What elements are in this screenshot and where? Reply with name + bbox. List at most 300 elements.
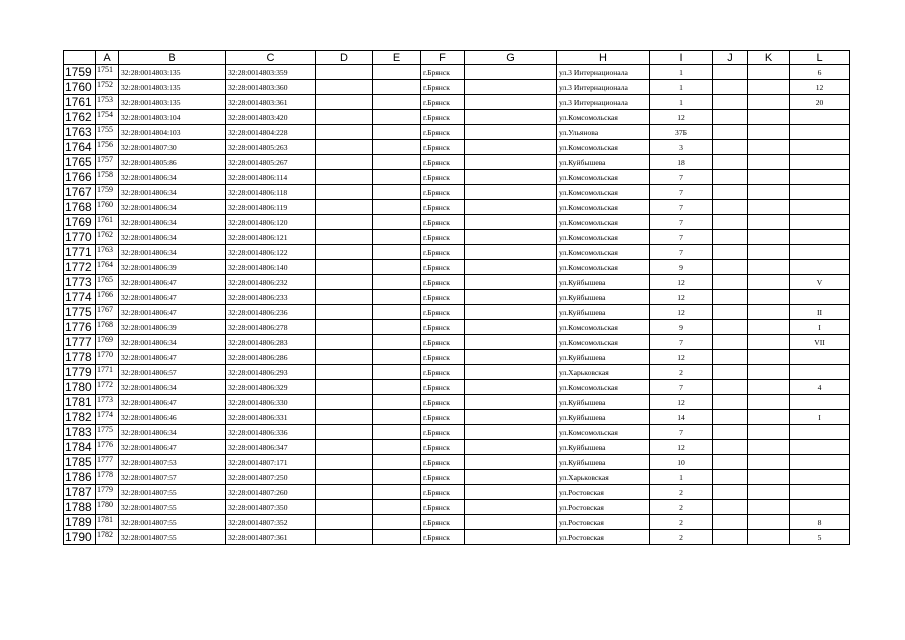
cell-i[interactable]: 7 [650, 335, 713, 350]
cell-g[interactable] [465, 485, 557, 500]
cell-b[interactable]: 32:28:0014803:135 [119, 80, 226, 95]
row-number[interactable]: 1783 [64, 425, 96, 440]
cell-d[interactable] [316, 200, 373, 215]
cell-a[interactable]: 1778 [96, 470, 119, 485]
cell-k[interactable] [748, 335, 790, 350]
cell-i[interactable]: 2 [650, 515, 713, 530]
cell-l[interactable] [790, 140, 850, 155]
row-number[interactable]: 1789 [64, 515, 96, 530]
cell-i[interactable]: 12 [650, 395, 713, 410]
cell-a[interactable]: 1776 [96, 440, 119, 455]
column-header-d[interactable]: D [316, 51, 373, 65]
cell-e[interactable] [373, 185, 421, 200]
cell-d[interactable] [316, 230, 373, 245]
cell-g[interactable] [465, 290, 557, 305]
cell-a[interactable]: 1777 [96, 455, 119, 470]
cell-b[interactable]: 32:28:0014806:47 [119, 395, 226, 410]
cell-k[interactable] [748, 425, 790, 440]
cell-d[interactable] [316, 185, 373, 200]
cell-a[interactable]: 1762 [96, 230, 119, 245]
cell-c[interactable]: 32:28:0014806:329 [226, 380, 316, 395]
cell-h[interactable]: ул.Харьковская [557, 470, 650, 485]
cell-h[interactable]: ул.Комсомольская [557, 170, 650, 185]
cell-e[interactable] [373, 290, 421, 305]
cell-k[interactable] [748, 500, 790, 515]
cell-b[interactable]: 32:28:0014806:34 [119, 170, 226, 185]
cell-e[interactable] [373, 530, 421, 545]
cell-k[interactable] [748, 515, 790, 530]
cell-c[interactable]: 32:28:0014806:233 [226, 290, 316, 305]
row-number[interactable]: 1771 [64, 245, 96, 260]
cell-j[interactable] [713, 320, 748, 335]
cell-k[interactable] [748, 380, 790, 395]
cell-i[interactable]: 10 [650, 455, 713, 470]
cell-g[interactable] [465, 95, 557, 110]
cell-l[interactable] [790, 440, 850, 455]
row-number[interactable]: 1770 [64, 230, 96, 245]
cell-a[interactable]: 1751 [96, 65, 119, 80]
cell-f[interactable]: г.Брянск [421, 515, 465, 530]
cell-j[interactable] [713, 95, 748, 110]
cell-f[interactable]: г.Брянск [421, 65, 465, 80]
cell-h[interactable]: ул.Комсомольская [557, 320, 650, 335]
cell-g[interactable] [465, 305, 557, 320]
cell-l[interactable] [790, 215, 850, 230]
cell-d[interactable] [316, 65, 373, 80]
cell-d[interactable] [316, 410, 373, 425]
corner-cell[interactable] [64, 51, 96, 65]
cell-a[interactable]: 1765 [96, 275, 119, 290]
cell-l[interactable]: VII [790, 335, 850, 350]
cell-j[interactable] [713, 455, 748, 470]
cell-k[interactable] [748, 65, 790, 80]
cell-j[interactable] [713, 260, 748, 275]
cell-a[interactable]: 1774 [96, 410, 119, 425]
cell-h[interactable]: ул.Комсомольская [557, 425, 650, 440]
cell-c[interactable]: 32:28:0014803:360 [226, 80, 316, 95]
cell-c[interactable]: 32:28:0014806:283 [226, 335, 316, 350]
cell-j[interactable] [713, 350, 748, 365]
cell-j[interactable] [713, 170, 748, 185]
cell-g[interactable] [465, 140, 557, 155]
cell-l[interactable] [790, 425, 850, 440]
cell-l[interactable]: 20 [790, 95, 850, 110]
cell-b[interactable]: 32:28:0014804:103 [119, 125, 226, 140]
cell-k[interactable] [748, 185, 790, 200]
cell-h[interactable]: ул.Ростовская [557, 485, 650, 500]
cell-e[interactable] [373, 440, 421, 455]
cell-j[interactable] [713, 110, 748, 125]
cell-j[interactable] [713, 305, 748, 320]
cell-f[interactable]: г.Брянск [421, 275, 465, 290]
cell-b[interactable]: 32:28:0014807:55 [119, 485, 226, 500]
cell-d[interactable] [316, 335, 373, 350]
cell-k[interactable] [748, 290, 790, 305]
cell-g[interactable] [465, 335, 557, 350]
cell-i[interactable]: 12 [650, 110, 713, 125]
cell-h[interactable]: ул.Комсомольская [557, 380, 650, 395]
cell-l[interactable] [790, 455, 850, 470]
cell-i[interactable]: 2 [650, 500, 713, 515]
cell-e[interactable] [373, 170, 421, 185]
cell-g[interactable] [465, 230, 557, 245]
cell-i[interactable]: 9 [650, 320, 713, 335]
cell-i[interactable]: 7 [650, 170, 713, 185]
cell-l[interactable] [790, 110, 850, 125]
cell-i[interactable]: 12 [650, 275, 713, 290]
cell-g[interactable] [465, 530, 557, 545]
cell-c[interactable]: 32:28:0014807:350 [226, 500, 316, 515]
cell-k[interactable] [748, 95, 790, 110]
row-number[interactable]: 1760 [64, 80, 96, 95]
cell-l[interactable]: I [790, 320, 850, 335]
cell-d[interactable] [316, 155, 373, 170]
cell-d[interactable] [316, 215, 373, 230]
cell-c[interactable]: 32:28:0014803:361 [226, 95, 316, 110]
cell-i[interactable]: 12 [650, 305, 713, 320]
column-header-f[interactable]: F [421, 51, 465, 65]
cell-c[interactable]: 32:28:0014806:331 [226, 410, 316, 425]
cell-e[interactable] [373, 380, 421, 395]
cell-b[interactable]: 32:28:0014806:47 [119, 440, 226, 455]
cell-a[interactable]: 1772 [96, 380, 119, 395]
cell-i[interactable]: 3 [650, 140, 713, 155]
cell-b[interactable]: 32:28:0014807:53 [119, 455, 226, 470]
cell-b[interactable]: 32:28:0014806:39 [119, 260, 226, 275]
cell-d[interactable] [316, 245, 373, 260]
cell-a[interactable]: 1767 [96, 305, 119, 320]
cell-d[interactable] [316, 260, 373, 275]
cell-i[interactable]: 7 [650, 245, 713, 260]
cell-c[interactable]: 32:28:0014803:359 [226, 65, 316, 80]
cell-h[interactable]: ул.Комсомольская [557, 200, 650, 215]
cell-l[interactable] [790, 500, 850, 515]
cell-j[interactable] [713, 245, 748, 260]
cell-l[interactable]: 6 [790, 65, 850, 80]
row-number[interactable]: 1788 [64, 500, 96, 515]
cell-f[interactable]: г.Брянск [421, 305, 465, 320]
row-number[interactable]: 1772 [64, 260, 96, 275]
cell-k[interactable] [748, 125, 790, 140]
cell-j[interactable] [713, 440, 748, 455]
cell-b[interactable]: 32:28:0014807:55 [119, 515, 226, 530]
cell-b[interactable]: 32:28:0014807:55 [119, 530, 226, 545]
cell-i[interactable]: 12 [650, 290, 713, 305]
cell-a[interactable]: 1757 [96, 155, 119, 170]
cell-i[interactable]: 7 [650, 380, 713, 395]
cell-e[interactable] [373, 305, 421, 320]
cell-h[interactable]: ул.3 Интернационала [557, 80, 650, 95]
cell-k[interactable] [748, 395, 790, 410]
cell-f[interactable]: г.Брянск [421, 290, 465, 305]
cell-a[interactable]: 1755 [96, 125, 119, 140]
cell-i[interactable]: 18 [650, 155, 713, 170]
cell-c[interactable]: 32:28:0014807:250 [226, 470, 316, 485]
cell-h[interactable]: ул.Комсомольская [557, 140, 650, 155]
row-number[interactable]: 1784 [64, 440, 96, 455]
cell-h[interactable]: ул.3 Интернационала [557, 95, 650, 110]
column-header-j[interactable]: J [713, 51, 748, 65]
cell-j[interactable] [713, 185, 748, 200]
cell-e[interactable] [373, 365, 421, 380]
cell-a[interactable]: 1752 [96, 80, 119, 95]
column-header-e[interactable]: E [373, 51, 421, 65]
cell-e[interactable] [373, 230, 421, 245]
cell-a[interactable]: 1760 [96, 200, 119, 215]
cell-l[interactable] [790, 155, 850, 170]
column-header-a[interactable]: A [96, 51, 119, 65]
cell-a[interactable]: 1759 [96, 185, 119, 200]
row-number[interactable]: 1763 [64, 125, 96, 140]
cell-d[interactable] [316, 395, 373, 410]
cell-h[interactable]: ул.Куйбышева [557, 455, 650, 470]
cell-l[interactable] [790, 290, 850, 305]
cell-d[interactable] [316, 470, 373, 485]
cell-a[interactable]: 1754 [96, 110, 119, 125]
cell-f[interactable]: г.Брянск [421, 260, 465, 275]
cell-h[interactable]: ул.Куйбышева [557, 410, 650, 425]
cell-d[interactable] [316, 320, 373, 335]
row-number[interactable]: 1790 [64, 530, 96, 545]
cell-i[interactable]: 2 [650, 365, 713, 380]
cell-i[interactable]: 9 [650, 260, 713, 275]
cell-k[interactable] [748, 155, 790, 170]
cell-l[interactable]: 12 [790, 80, 850, 95]
column-header-h[interactable]: H [557, 51, 650, 65]
row-number[interactable]: 1764 [64, 140, 96, 155]
cell-d[interactable] [316, 515, 373, 530]
row-number[interactable]: 1766 [64, 170, 96, 185]
cell-i[interactable]: 1 [650, 80, 713, 95]
row-number[interactable]: 1762 [64, 110, 96, 125]
cell-e[interactable] [373, 215, 421, 230]
cell-d[interactable] [316, 275, 373, 290]
cell-b[interactable]: 32:28:0014806:34 [119, 230, 226, 245]
cell-e[interactable] [373, 395, 421, 410]
cell-b[interactable]: 32:28:0014806:34 [119, 215, 226, 230]
cell-f[interactable]: г.Брянск [421, 485, 465, 500]
cell-e[interactable] [373, 110, 421, 125]
cell-i[interactable]: 7 [650, 230, 713, 245]
cell-g[interactable] [465, 395, 557, 410]
cell-l[interactable] [790, 125, 850, 140]
cell-b[interactable]: 32:28:0014803:104 [119, 110, 226, 125]
cell-d[interactable] [316, 380, 373, 395]
cell-d[interactable] [316, 290, 373, 305]
cell-f[interactable]: г.Брянск [421, 230, 465, 245]
cell-d[interactable] [316, 350, 373, 365]
cell-d[interactable] [316, 365, 373, 380]
cell-d[interactable] [316, 530, 373, 545]
cell-b[interactable]: 32:28:0014806:34 [119, 380, 226, 395]
cell-f[interactable]: г.Брянск [421, 95, 465, 110]
cell-a[interactable]: 1769 [96, 335, 119, 350]
row-number[interactable]: 1781 [64, 395, 96, 410]
cell-h[interactable]: ул.Комсомольская [557, 245, 650, 260]
cell-b[interactable]: 32:28:0014805:86 [119, 155, 226, 170]
cell-b[interactable]: 32:28:0014806:34 [119, 245, 226, 260]
cell-j[interactable] [713, 140, 748, 155]
cell-k[interactable] [748, 140, 790, 155]
cell-c[interactable]: 32:28:0014806:278 [226, 320, 316, 335]
cell-g[interactable] [465, 515, 557, 530]
cell-f[interactable]: г.Брянск [421, 320, 465, 335]
cell-i[interactable]: 37Б [650, 125, 713, 140]
cell-e[interactable] [373, 80, 421, 95]
cell-j[interactable] [713, 530, 748, 545]
cell-h[interactable]: ул.Ульянова [557, 125, 650, 140]
cell-d[interactable] [316, 425, 373, 440]
cell-j[interactable] [713, 410, 748, 425]
cell-g[interactable] [465, 500, 557, 515]
cell-e[interactable] [373, 455, 421, 470]
cell-l[interactable] [790, 395, 850, 410]
cell-k[interactable] [748, 485, 790, 500]
cell-b[interactable]: 32:28:0014807:30 [119, 140, 226, 155]
cell-b[interactable]: 32:28:0014806:34 [119, 185, 226, 200]
cell-a[interactable]: 1775 [96, 425, 119, 440]
cell-b[interactable]: 32:28:0014806:34 [119, 200, 226, 215]
cell-e[interactable] [373, 320, 421, 335]
cell-e[interactable] [373, 485, 421, 500]
cell-k[interactable] [748, 230, 790, 245]
cell-h[interactable]: ул.Куйбышева [557, 155, 650, 170]
cell-e[interactable] [373, 470, 421, 485]
cell-k[interactable] [748, 275, 790, 290]
cell-c[interactable]: 32:28:0014807:361 [226, 530, 316, 545]
cell-f[interactable]: г.Брянск [421, 80, 465, 95]
cell-a[interactable]: 1756 [96, 140, 119, 155]
cell-h[interactable]: ул.Ростовская [557, 515, 650, 530]
cell-k[interactable] [748, 200, 790, 215]
cell-c[interactable]: 32:28:0014806:336 [226, 425, 316, 440]
cell-j[interactable] [713, 155, 748, 170]
cell-e[interactable] [373, 140, 421, 155]
cell-j[interactable] [713, 485, 748, 500]
cell-h[interactable]: ул.Куйбышева [557, 275, 650, 290]
row-number[interactable]: 1787 [64, 485, 96, 500]
cell-i[interactable]: 1 [650, 95, 713, 110]
cell-d[interactable] [316, 80, 373, 95]
cell-l[interactable] [790, 260, 850, 275]
column-header-l[interactable]: L [790, 51, 850, 65]
cell-c[interactable]: 32:28:0014807:352 [226, 515, 316, 530]
cell-c[interactable]: 32:28:0014806:122 [226, 245, 316, 260]
cell-k[interactable] [748, 260, 790, 275]
cell-e[interactable] [373, 410, 421, 425]
cell-a[interactable]: 1753 [96, 95, 119, 110]
cell-j[interactable] [713, 290, 748, 305]
cell-c[interactable]: 32:28:0014806:114 [226, 170, 316, 185]
cell-l[interactable] [790, 200, 850, 215]
cell-d[interactable] [316, 305, 373, 320]
cell-l[interactable] [790, 230, 850, 245]
cell-g[interactable] [465, 470, 557, 485]
cell-j[interactable] [713, 395, 748, 410]
cell-f[interactable]: г.Брянск [421, 455, 465, 470]
cell-d[interactable] [316, 170, 373, 185]
cell-a[interactable]: 1758 [96, 170, 119, 185]
cell-c[interactable]: 32:28:0014806:347 [226, 440, 316, 455]
cell-d[interactable] [316, 500, 373, 515]
cell-g[interactable] [465, 275, 557, 290]
cell-i[interactable]: 12 [650, 440, 713, 455]
cell-g[interactable] [465, 245, 557, 260]
cell-l[interactable] [790, 185, 850, 200]
cell-c[interactable]: 32:28:0014806:119 [226, 200, 316, 215]
cell-k[interactable] [748, 215, 790, 230]
cell-b[interactable]: 32:28:0014806:47 [119, 275, 226, 290]
row-number[interactable]: 1776 [64, 320, 96, 335]
cell-k[interactable] [748, 80, 790, 95]
row-number[interactable]: 1777 [64, 335, 96, 350]
cell-c[interactable]: 32:28:0014807:171 [226, 455, 316, 470]
cell-k[interactable] [748, 110, 790, 125]
column-header-k[interactable]: K [748, 51, 790, 65]
cell-d[interactable] [316, 455, 373, 470]
cell-b[interactable]: 32:28:0014807:55 [119, 500, 226, 515]
cell-i[interactable]: 2 [650, 485, 713, 500]
cell-b[interactable]: 32:28:0014806:34 [119, 425, 226, 440]
cell-c[interactable]: 32:28:0014803:420 [226, 110, 316, 125]
cell-g[interactable] [465, 440, 557, 455]
cell-l[interactable]: 4 [790, 380, 850, 395]
column-header-b[interactable]: B [119, 51, 226, 65]
row-number[interactable]: 1782 [64, 410, 96, 425]
cell-b[interactable]: 32:28:0014806:34 [119, 335, 226, 350]
cell-g[interactable] [465, 365, 557, 380]
cell-g[interactable] [465, 215, 557, 230]
cell-j[interactable] [713, 125, 748, 140]
cell-l[interactable]: 8 [790, 515, 850, 530]
cell-c[interactable]: 32:28:0014807:260 [226, 485, 316, 500]
column-header-g[interactable]: G [465, 51, 557, 65]
cell-f[interactable]: г.Брянск [421, 140, 465, 155]
cell-g[interactable] [465, 320, 557, 335]
cell-g[interactable] [465, 260, 557, 275]
cell-d[interactable] [316, 125, 373, 140]
row-number[interactable]: 1759 [64, 65, 96, 80]
cell-a[interactable]: 1770 [96, 350, 119, 365]
cell-i[interactable]: 7 [650, 200, 713, 215]
cell-e[interactable] [373, 335, 421, 350]
cell-e[interactable] [373, 125, 421, 140]
cell-k[interactable] [748, 350, 790, 365]
cell-f[interactable]: г.Брянск [421, 395, 465, 410]
cell-g[interactable] [465, 125, 557, 140]
cell-c[interactable]: 32:28:0014805:263 [226, 140, 316, 155]
cell-h[interactable]: ул.Харьковская [557, 365, 650, 380]
row-number[interactable]: 1786 [64, 470, 96, 485]
cell-c[interactable]: 32:28:0014806:232 [226, 275, 316, 290]
cell-f[interactable]: г.Брянск [421, 200, 465, 215]
cell-a[interactable]: 1781 [96, 515, 119, 530]
cell-e[interactable] [373, 260, 421, 275]
cell-k[interactable] [748, 470, 790, 485]
cell-f[interactable]: г.Брянск [421, 440, 465, 455]
cell-e[interactable] [373, 515, 421, 530]
cell-k[interactable] [748, 320, 790, 335]
cell-e[interactable] [373, 65, 421, 80]
cell-e[interactable] [373, 500, 421, 515]
cell-f[interactable]: г.Брянск [421, 155, 465, 170]
cell-h[interactable]: ул.Куйбышева [557, 290, 650, 305]
cell-c[interactable]: 32:28:0014806:293 [226, 365, 316, 380]
row-number[interactable]: 1768 [64, 200, 96, 215]
cell-h[interactable]: ул.Комсомольская [557, 230, 650, 245]
cell-d[interactable] [316, 440, 373, 455]
cell-j[interactable] [713, 425, 748, 440]
